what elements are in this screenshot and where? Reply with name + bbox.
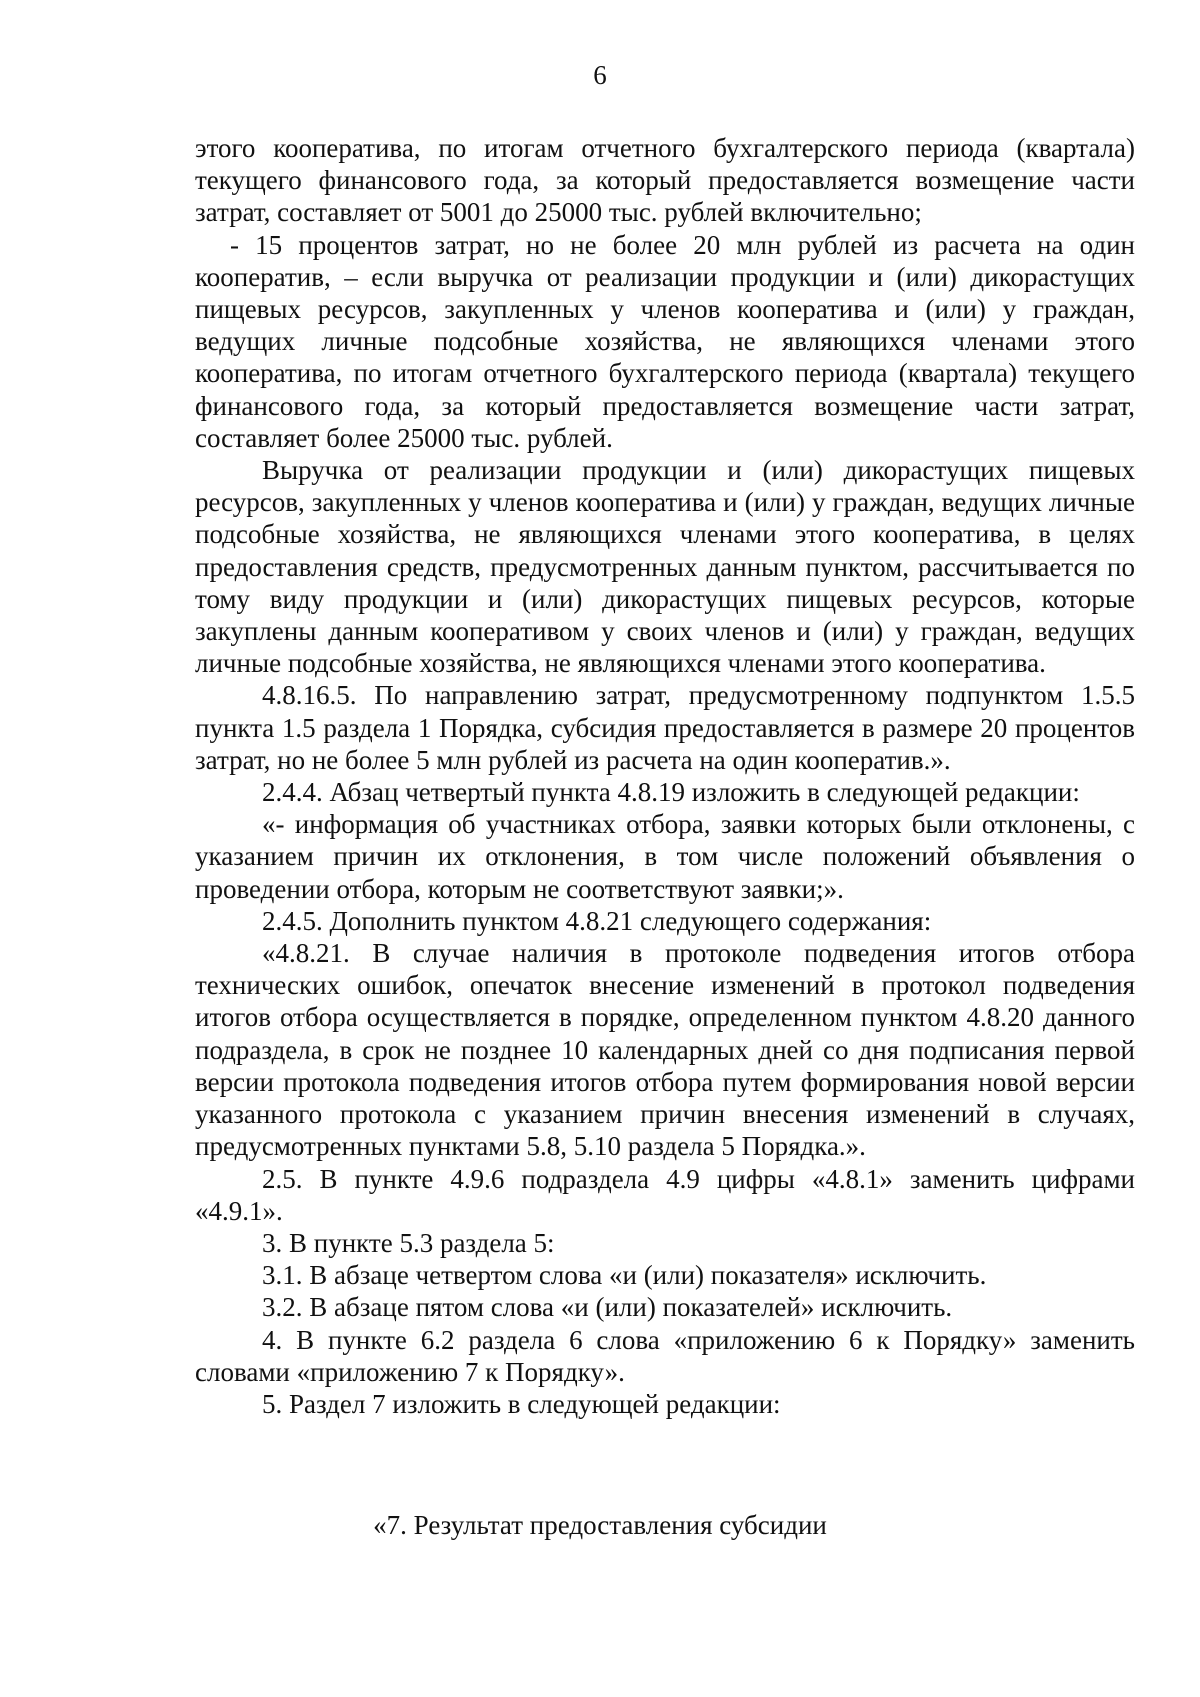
paragraph-5: 5. Раздел 7 изложить в следующей редакции: [262, 1388, 781, 1419]
paragraph-revenue: Выручка от реализации продукции и (или) дикорастущих пищевых ресурсов, закупленных у членов кооператива и (или) у граждан, ведущих личные подсобные хозяйства, не являющихся членами этого кооператива, в целях предоставления средств, предусмотренных данным пунктом, рассчитывается по тому виду продукции и (или) дикорастущих пищевых ресурсов, которые закуплены данным кооперативом у своих членов и (или) у граждан, ведущих личные подсобные хозяйства, не являющихся членами этого кооператива. [195, 455, 1135, 679]
paragraph-continuation: этого кооператива, по итогам отчетного бухгалтерского периода (квартала) текущего финансового года, за который предоставляется возмещение части затрат, составляет от 5001 до 25000 тыс. рублей включительно; [195, 133, 1135, 228]
paragraph-2-4-4: 2.4.4. Абзац четвертый пункта 4.8.19 изложить в следующей редакции: [262, 777, 1080, 808]
paragraph-4-8-16-5: 4.8.16.5. По направлению затрат, предусмотренному подпунктом 1.5.5 пункта 1.5 раздела 1 Порядка, субсидия предоставляется в размере 20 процентов затрат, но не более 5 млн рублей из расчета на один кооператив.». [195, 680, 1135, 775]
paragraph-4: 4. В пункте 6.2 раздела 6 слова «приложению 6 к Порядку» заменить словами «приложению 7 к Порядку». [195, 1324, 1135, 1387]
paragraph-3: 3. В пункте 5.3 раздела 5: [262, 1227, 555, 1258]
paragraph-3-1: 3.1. В абзаце четвертом слова «и (или) показателя» исключить. [262, 1260, 987, 1291]
paragraph-2-5: 2.5. В пункте 4.9.6 подраздела 4.9 цифры «4.8.1» заменить цифрами «4.9.1». [195, 1163, 1135, 1226]
paragraph-quote-info: «- информация об участниках отбора, заявки которых были отклонены, с указанием причин их отклонения, в том числе положений объявления о проведении отбора, которым не соответствуют заявки;». [195, 809, 1135, 904]
paragraph-list-item: - 15 процентов затрат, но не более 20 млн рублей из расчета на один кооператив, – если выручка от реализации продукции и (или) дикорастущих пищевых ресурсов, закупленных у членов кооператива и (или) у граждан, ведущих личные подсобные хозяйства, не являющихся членами этого кооператива, по итогам отчетного бухгалтерского периода (квартала) текущего финансового года, за который предоставляется возмещение части затрат, составляет более 25000 тыс. рублей. [195, 229, 1135, 453]
paragraph-3-2: 3.2. В абзаце пятом слова «и (или) показателей» исключить. [262, 1292, 953, 1323]
document-body [195, 132, 1135, 1420]
paragraph-2-4-5: 2.4.5. Дополнить пунктом 4.8.21 следующего содержания: [262, 905, 932, 936]
page-number: 6 [593, 60, 607, 90]
section-heading: «7. Результат предоставления субсидии [373, 1510, 827, 1540]
paragraph-4-8-21: «4.8.21. В случае наличия в протоколе подведения итогов отбора технических ошибок, опечаток внесение изменений в протокол подведения итогов отбора осуществляется в порядке, определенном пунктом 4.8.20 данного подраздела, в срок не позднее 10 календарных дней со дня подписания первой версии протокола подведения итогов отбора путем формирования новой версии указанного протокола с указанием причин внесения изменений в случаях, предусмотренных пунктами 5.8, 5.10 раздела 5 Порядка.». [195, 938, 1135, 1162]
